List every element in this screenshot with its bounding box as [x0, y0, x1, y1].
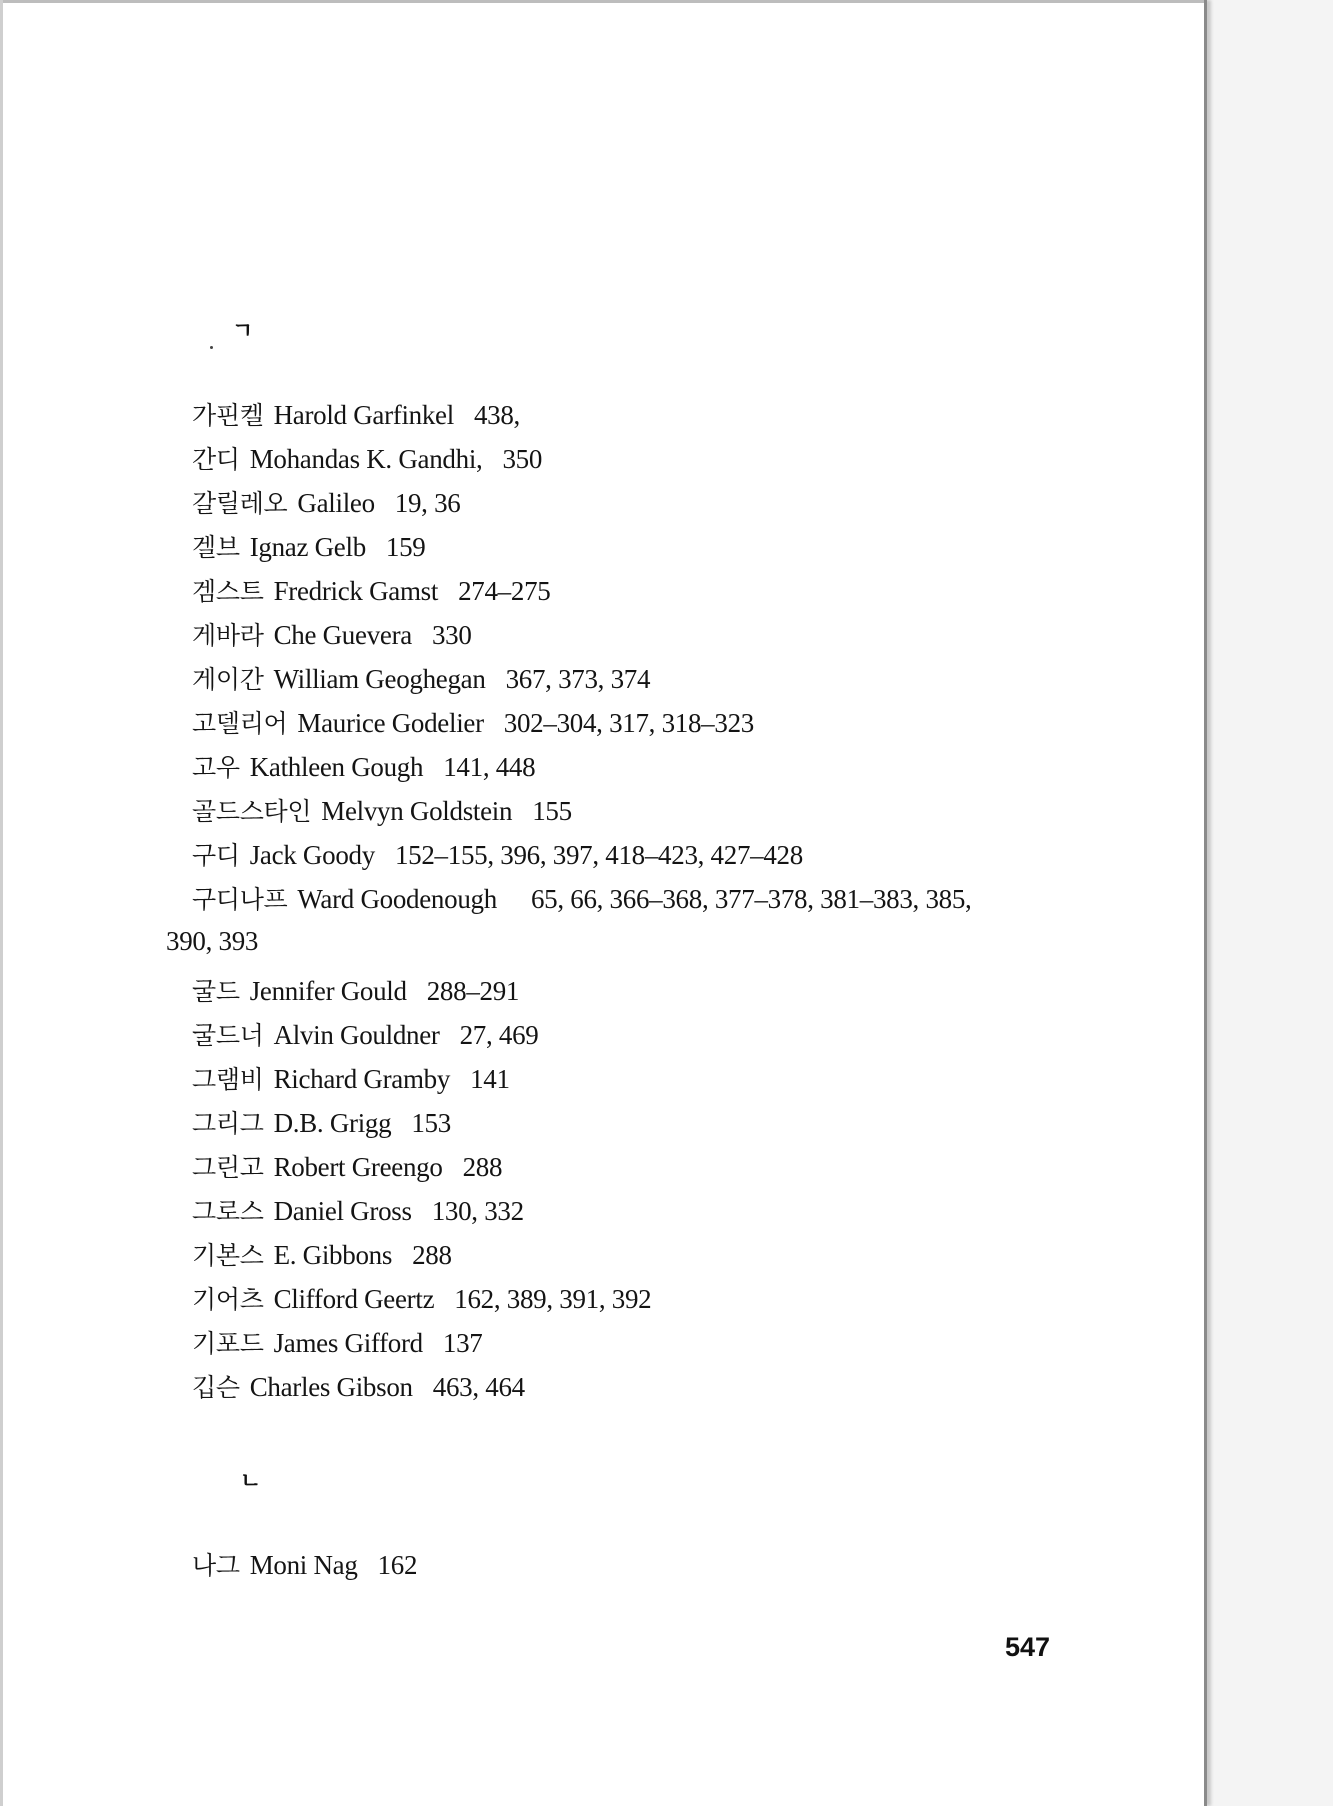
page-left-edge — [0, 0, 3, 1806]
page-number: 547 — [1005, 1632, 1051, 1662]
index-entry: 굴드 Jennifer Gould 288–291 — [192, 976, 520, 1006]
index-entry: 구디나프 Ward Goodenough 65, 66, 366–368, 377–378, 381–383, 385, — [192, 884, 972, 914]
index-entry: 고델리어 Maurice Godelier 302–304, 317, 318–323 — [192, 708, 754, 738]
section-heading-nieun: ㄴ — [240, 1469, 262, 1494]
index-entry: 그램비 Richard Gramby 141 — [192, 1064, 510, 1094]
index-entry: 굴드너 Alvin Gouldner 27, 469 — [192, 1020, 539, 1050]
index-entry: 고우 Kathleen Gough 141, 448 — [192, 752, 536, 782]
index-entry: 기본스 E. Gibbons 288 — [192, 1240, 452, 1270]
index-entry: 게이간 William Geoghegan 367, 373, 374 — [192, 664, 651, 694]
index-entry: 구디 Jack Goody 152–155, 396, 397, 418–423, 427–428 — [192, 840, 803, 870]
index-entry: 간디 Mohandas K. Gandhi, 350 — [192, 444, 543, 474]
index-entry: 골드스타인 Melvyn Goldstein 155 — [192, 796, 572, 826]
print-speck — [210, 346, 213, 349]
index-entry: 그리그 D.B. Grigg 153 — [192, 1108, 451, 1138]
index-entry: 나그 Moni Nag 162 — [192, 1550, 418, 1580]
index-entry: 겔브 Ignaz Gelb 159 — [192, 532, 426, 562]
index-entry-continuation: 390, 393 — [166, 926, 259, 956]
index-entry: 그린고 Robert Greengo 288 — [192, 1152, 503, 1182]
index-entry: 겜스트 Fredrick Gamst 274–275 — [192, 576, 551, 606]
index-entry: 깁슨 Charles Gibson 463, 464 — [192, 1372, 525, 1402]
index-entry: 그로스 Daniel Gross 130, 332 — [192, 1196, 524, 1226]
page-top-edge — [0, 0, 1204, 3]
index-entry: 갈릴레오 Galileo 19, 36 — [192, 488, 461, 518]
index-entry: 게바라 Che Guevera 330 — [192, 620, 472, 650]
index-entry: 가핀켈 Harold Garfinkel 438, — [192, 400, 521, 430]
section-heading-giyeok: ㄱ — [232, 319, 254, 344]
index-entry: 기포드 James Gifford 137 — [192, 1328, 483, 1358]
index-entry: 기어츠 Clifford Geertz 162, 389, 391, 392 — [192, 1284, 652, 1314]
